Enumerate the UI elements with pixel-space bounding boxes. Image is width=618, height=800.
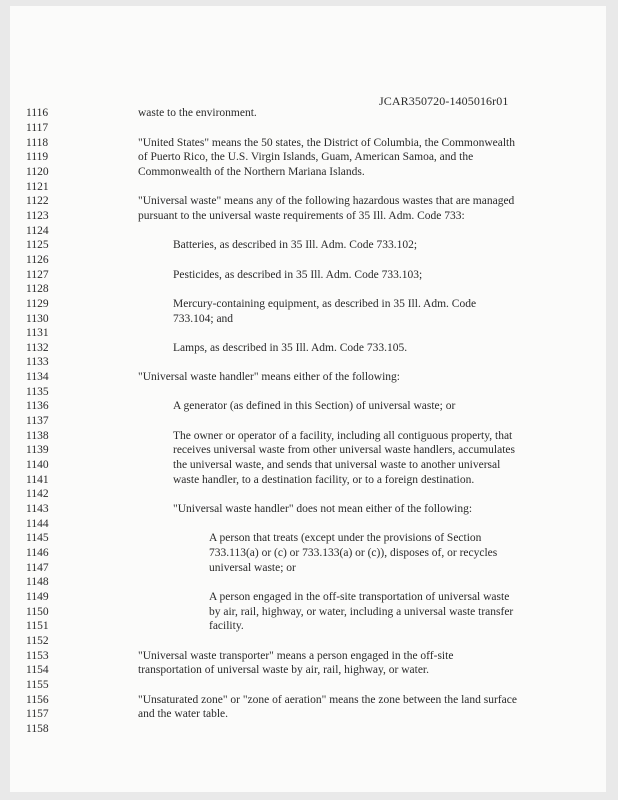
line-number: 1118 (26, 137, 49, 149)
list-item: "Universal waste handler" does not mean either of the following: (173, 503, 473, 515)
line-number: 1124 (26, 225, 49, 237)
body-text-line: pursuant to the universal waste requirements of 35 Ill. Adm. Code 733: (138, 210, 465, 222)
line-number: 1151 (26, 620, 49, 632)
line-number: 1138 (26, 430, 49, 442)
line-number: 1145 (26, 532, 49, 544)
line-number: 1121 (26, 181, 49, 193)
line-number: 1134 (26, 371, 49, 383)
line-number: 1131 (26, 327, 49, 339)
body-text-line: transportation of universal waste by air, rail, highway, or water. (138, 664, 429, 676)
body-text-line: 733.113(a) or (c) or 733.133(a) or (c)), disposes of, or recycles (209, 547, 498, 559)
line-number: 1125 (26, 239, 49, 251)
list-item: Mercury-containing equipment, as described in 35 Ill. Adm. Code (173, 298, 477, 310)
document-page (10, 6, 606, 792)
list-item: Pesticides, as described in 35 Ill. Adm. Code 733.103; (173, 269, 423, 281)
definition-universal-waste-transporter: "Universal waste transporter" means a person engaged in the off-site (138, 650, 454, 662)
line-number: 1156 (26, 694, 49, 706)
line-number: 1122 (26, 195, 49, 207)
line-number: 1148 (26, 576, 49, 588)
line-number: 1147 (26, 562, 49, 574)
line-number: 1154 (26, 664, 49, 676)
line-number: 1133 (26, 356, 49, 368)
body-text-line: receives universal waste from other universal waste handlers, accumulates (173, 444, 515, 456)
body-text-line: 733.104; and (173, 313, 234, 325)
line-number: 1129 (26, 298, 49, 310)
line-number: 1117 (26, 122, 49, 134)
line-number: 1119 (26, 151, 49, 163)
line-number: 1127 (26, 269, 49, 281)
definition-universal-waste: "Universal waste" means any of the following hazardous wastes that are managed (138, 195, 515, 207)
line-number: 1123 (26, 210, 49, 222)
line-number: 1132 (26, 342, 49, 354)
list-item: A person that treats (except under the provisions of Section (209, 532, 482, 544)
body-text-line: and the water table. (138, 708, 229, 720)
body-text-line: the universal waste, and sends that universal waste to another universal (173, 459, 501, 471)
document-id-header: JCAR350720-1405016r01 (379, 94, 509, 108)
line-number: 1157 (26, 708, 49, 720)
list-item: The owner or operator of a facility, including all contiguous property, that (173, 430, 513, 442)
line-number: 1137 (26, 415, 49, 427)
body-text-line: waste handler, to a destination facility, or to a foreign destination. (173, 474, 475, 486)
line-number: 1143 (26, 503, 49, 515)
line-number: 1150 (26, 606, 49, 618)
body-text-line: facility. (209, 620, 244, 632)
line-number: 1146 (26, 547, 49, 559)
body-text-line: universal waste; or (209, 562, 296, 574)
line-number: 1128 (26, 283, 49, 295)
definition-unsaturated-zone: "Unsaturated zone" or "zone of aeration" means the zone between the land surface (138, 694, 517, 706)
line-number: 1120 (26, 166, 49, 178)
body-text-line: Commonwealth of the Northern Mariana Islands. (138, 166, 365, 178)
list-item: Lamps, as described in 35 Ill. Adm. Code 733.105. (173, 342, 408, 354)
line-number: 1144 (26, 518, 49, 530)
line-number: 1158 (26, 723, 49, 735)
line-number: 1126 (26, 254, 49, 266)
definition-universal-waste-handler: "Universal waste handler" means either of the following: (138, 371, 400, 383)
list-item: A generator (as defined in this Section) of universal waste; or (173, 400, 456, 412)
list-item: A person engaged in the off-site transportation of universal waste (209, 591, 510, 603)
line-number: 1116 (26, 107, 49, 119)
line-number: 1135 (26, 386, 49, 398)
line-number: 1149 (26, 591, 49, 603)
line-number: 1155 (26, 679, 49, 691)
definition-united-states: "United States" means the 50 states, the District of Columbia, the Commonwealth (138, 137, 516, 149)
line-number: 1130 (26, 313, 49, 325)
line-number: 1153 (26, 650, 49, 662)
line-number: 1140 (26, 459, 49, 471)
line-number: 1142 (26, 488, 49, 500)
body-text-line: waste to the environment. (138, 107, 257, 119)
line-number: 1139 (26, 444, 49, 456)
line-number: 1141 (26, 474, 49, 486)
line-number: 1136 (26, 400, 49, 412)
body-text-line: of Puerto Rico, the U.S. Virgin Islands, Guam, American Samoa, and the (138, 151, 474, 163)
list-item: Batteries, as described in 35 Ill. Adm. Code 733.102; (173, 239, 418, 251)
line-number: 1152 (26, 635, 49, 647)
body-text-line: by air, rail, highway, or water, including a universal waste transfer (209, 606, 514, 618)
